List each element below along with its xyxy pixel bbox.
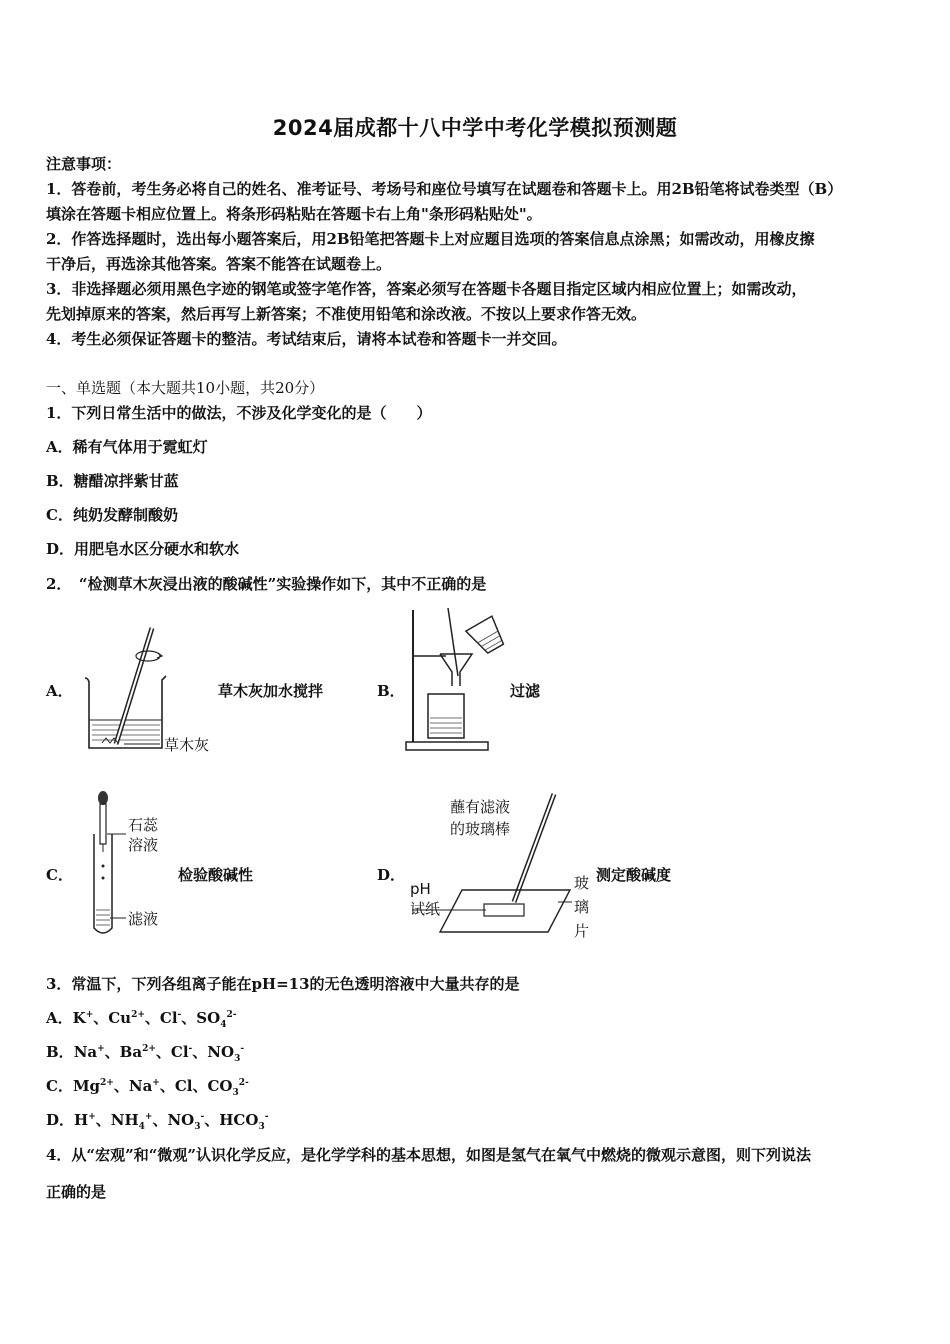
q1-stem: 1．下列日常生活中的做法，不涉及化学变化的是（ ） bbox=[46, 404, 432, 422]
q2-option-a-letter: A． bbox=[46, 682, 73, 700]
q3-b-letter: B． bbox=[46, 1043, 74, 1061]
figure-label-rod-a: 蘸有滤液 bbox=[450, 798, 511, 816]
figure-label-filtrate: 滤液 bbox=[128, 910, 159, 928]
q3-option-a: A．K+、$Cu^{2+}$、Cl-、$SO_4^{2-}$ bbox=[46, 1009, 237, 1030]
figure-label-glass-2: 璃 bbox=[574, 898, 590, 916]
q2-stem: 2． “检测草木灰浸出液的酸碱性”实验操作如下，其中不正确的是 bbox=[46, 575, 487, 593]
q3-c-letter: C． bbox=[46, 1077, 73, 1095]
q2-option-c-text: 检验酸碱性 bbox=[178, 866, 254, 884]
notice-line: 4．考生必须保证答题卡的整洁。考试结束后，请将本试卷和答题卡一并交回。 bbox=[46, 330, 567, 348]
figure-label-litmus-b: 溶液 bbox=[128, 836, 159, 854]
q2-option-b-letter: B． bbox=[377, 682, 405, 700]
q3-option-d: D．H+、$NH_4^+$、$NO_3^-$、$HCO_3^-$ bbox=[46, 1111, 269, 1132]
figure-label-ph-b: 试纸 bbox=[410, 900, 441, 918]
section-heading: 一、单选题（本大题共10小题，共20分） bbox=[46, 379, 325, 397]
figure-label-ph-a: pH bbox=[410, 880, 431, 898]
test-tube-dropper-figure bbox=[90, 790, 180, 940]
page-title: 2024届成都十八中学中考化学模拟预测题 bbox=[272, 116, 678, 140]
figure-label-ash: 草木灰 bbox=[164, 736, 210, 754]
q2-option-c-letter: C． bbox=[46, 866, 73, 884]
figure-label-glass-3: 片 bbox=[574, 922, 590, 940]
q4-stem-line1: 4．从“宏观”和“微观”认识化学反应，是化学学科的基本思想，如图是氢气在氧气中燃烧的微观示意图，则下列说法 bbox=[46, 1146, 811, 1164]
q1-option-a: A．稀有气体用于霓虹灯 bbox=[46, 438, 208, 456]
notice-line: 2．作答选择题时，选出每小题答案后，用2B铅笔把答题卡上对应题目选项的答案信息点涂黑；如需改动，用橡皮擦 bbox=[46, 230, 815, 248]
beaker-stirring-figure bbox=[80, 620, 220, 760]
notice-line: 填涂在答题卡相应位置上。将条形码粘贴在答题卡右上角"条形码粘贴处"。 bbox=[46, 205, 542, 223]
notice-line: 干净后，再选涂其他答案。答案不能答在试题卷上。 bbox=[46, 255, 392, 273]
q3-d-letter: D． bbox=[46, 1111, 75, 1129]
q2-option-a-text: 草木灰加水搅拌 bbox=[218, 682, 324, 700]
q1-option-c: C．纯奶发酵制酸奶 bbox=[46, 506, 178, 524]
q4-stem-line2: 正确的是 bbox=[46, 1183, 107, 1201]
q3-stem: 3．常温下，下列各组离子能在pH=13的无色透明溶液中大量共存的是 bbox=[46, 975, 520, 993]
q2-option-d-text: 测定酸碱度 bbox=[596, 866, 672, 884]
q1-option-d: D．用肥皂水区分硬水和软水 bbox=[46, 540, 240, 558]
notice-line: 3．非选择题必须用黑色字迹的钢笔或签字笔作答，答案必须写在答题卡各题目指定区域内相应位置上；如需改动， bbox=[46, 280, 807, 298]
q1-option-b: B．糖醋凉拌紫甘蓝 bbox=[46, 472, 179, 490]
q2-option-b-text: 过滤 bbox=[510, 682, 541, 700]
notice-heading: 注意事项： bbox=[46, 155, 122, 173]
notice-line: 1．答卷前，考生务必将自己的姓名、准考证号、考场号和座位号填写在试题卷和答题卡上。用2B铅笔将试卷类型（B） bbox=[46, 180, 843, 198]
q2-option-d-letter: D． bbox=[377, 866, 406, 884]
figure-label-rod-b: 的玻璃棒 bbox=[450, 820, 511, 838]
q3-option-b: B．Na+、$Ba^{2+}$、Cl-、$NO_3^-$ bbox=[46, 1043, 245, 1064]
q3-a-letter: A． bbox=[46, 1009, 73, 1027]
notice-line: 先划掉原来的答案，然后再写上新答案；不准使用铅笔和涂改液。不按以上要求作答无效。 bbox=[46, 305, 647, 323]
figure-label-glass-1: 玻 bbox=[574, 874, 590, 892]
q3-option-c: C．$Mg^{2+}$、Na+、Cl、$CO_3^{2-}$ bbox=[46, 1077, 249, 1098]
filtration-setup-figure bbox=[400, 608, 515, 756]
figure-label-litmus-a: 石蕊 bbox=[128, 816, 159, 834]
ph-paper-figure bbox=[408, 790, 593, 940]
